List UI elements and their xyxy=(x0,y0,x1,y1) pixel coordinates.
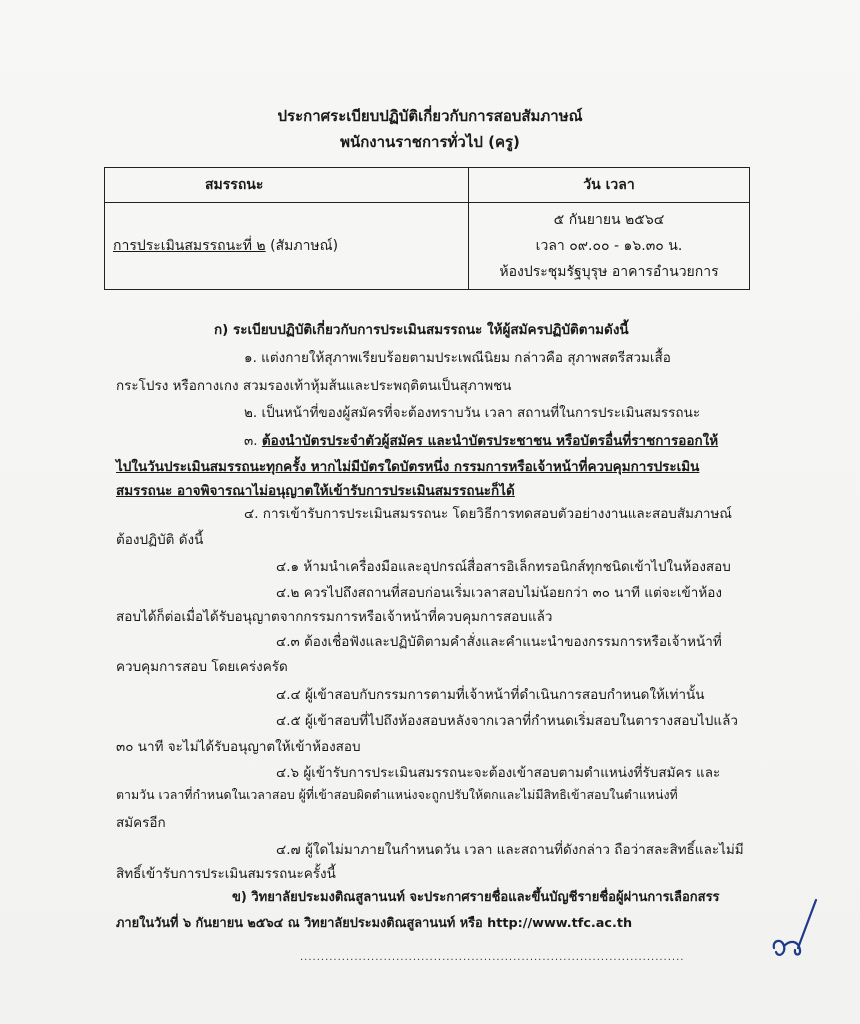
table-row xyxy=(105,203,750,290)
heading-a: ก) ระเบียบปฏิบัติเกี่ยวกับการประเมินสมรรถนะ ให้ผู้สมัครปฏิบัติตามดังนี้ xyxy=(214,322,629,338)
item-3-line1 xyxy=(244,429,718,451)
exam-place: ห้องประชุมรัฐบุรุษ อาคารอำนวยการ xyxy=(499,264,719,280)
doc-title-line1: ประกาศระเบียบปฏิบัติเกี่ยวกับการสอบสัมภาษณ์ xyxy=(277,107,583,125)
exam-date: ๕ กันยายน ๒๕๖๔ xyxy=(553,212,665,228)
item-4-3-line2: ควบคุมการสอบ โดยเคร่งครัด xyxy=(116,659,288,675)
item-4-line1: ๔. การเข้ารับการประเมินสมรรถนะ โดยวิธีการทดสอบตัวอย่างงานและสอบสัมภาษณ์ xyxy=(244,506,732,522)
item-4-line2: ต้องปฏิบัติ ดังนี้ xyxy=(116,532,204,548)
schedule-table xyxy=(104,167,750,290)
header-competency: สมรรถนะ xyxy=(105,168,469,203)
item-4-6-line2: ตามวัน เวลาที่กำหนดในเวลาสอบ ผู้ที่เข้าสอบผิดตำแหน่งจะถูกปรับให้ตกและไม่มีสิทธิเข้าสอบในตำแหน่งที่ xyxy=(116,787,678,802)
exam-time: เวลา ๐๙.๐๐ - ๑๖.๓๐ น. xyxy=(535,238,683,254)
item-4-7-line2: สิทธิ์เข้ารับการประเมินสมรรถนะครั้งนี้ xyxy=(116,866,336,882)
dotted-line: ............................................................................................ xyxy=(300,952,685,963)
item-3-text: ต้องนำบัตรประจำตัวผู้สมัคร และนำบัตรประชาชน หรือบัตรอื่นที่ราชการออกให้ xyxy=(261,433,719,449)
item-4-3-line1: ๔.๓ ต้องเชื่อฟังและปฏิบัติตามคำสั่งและคำแนะนำของกรรมการหรือเจ้าหน้าที่ xyxy=(276,634,722,650)
table-header-row xyxy=(105,168,750,203)
cell-competency xyxy=(105,203,469,290)
item-4-2-line2: สอบได้ก็ต่อเมื่อได้รับอนุญาตจากกรรมการหรือเจ้าหน้าที่ควบคุมการสอบแล้ว xyxy=(116,609,553,625)
cell-datetime xyxy=(469,203,750,290)
signature-mark xyxy=(768,896,820,966)
item-3-line3: สมรรถนะ อาจพิจารณาไม่อนุญาตให้เข้ารับการประเมินสมรรถนะก็ได้ xyxy=(116,483,515,499)
item-4-7-line1: ๔.๗ ผู้ใดไม่มาภายในกำหนดวัน เวลา และสถานที่ดังกล่าว ถือว่าสละสิทธิ์และไม่มี xyxy=(276,842,744,858)
item-4-1: ๔.๑ ห้ามนำเครื่องมือและอุปกรณ์สื่อสารอิเล็กทรอนิกส์ทุกชนิดเข้าไปในห้องสอบ xyxy=(276,559,731,575)
item-1-line2: กระโปรง หรือกางเกง สวมรองเท้าหุ้มส้นและประพฤติตนเป็นสุภาพชน xyxy=(116,378,512,394)
item-4-4: ๔.๔ ผู้เข้าสอบกับกรรมการตามที่เจ้าหน้าที่ดำเนินการสอบกำหนดให้เท่านั้น xyxy=(276,687,705,703)
item-4-6-line3: สมัครอีก xyxy=(116,815,166,831)
item-4-6-line1: ๔.๖ ผู้เข้ารับการประเมินสมรรถนะจะต้องเข้าสอบตามตำแหน่งที่รับสมัคร และ xyxy=(276,765,721,781)
item-3-number: ๓. xyxy=(244,433,258,449)
heading-b-line2: ภายในวันที่ ๖ กันยายน ๒๕๖๔ ณ วิทยาลัยประมงติณสูลานนท์ หรือ http://www.tfc.ac.th xyxy=(116,916,633,931)
header-datetime: วัน เวลา xyxy=(469,168,750,203)
doc-title-line2: พนักงานราชการทั่วไป (ครู) xyxy=(340,133,520,151)
item-2: ๒. เป็นหน้าที่ของผู้สมัครที่จะต้องทราบวัน เวลา สถานที่ในการประเมินสมรรถนะ xyxy=(244,405,701,421)
item-4-5-line1: ๔.๕ ผู้เข้าสอบที่ไปถึงห้องสอบหลังจากเวลาที่กำหนดเริ่มสอบในตารางสอบไปแล้ว xyxy=(276,713,738,729)
item-4-2-line1: ๔.๒ ควรไปถึงสถานที่สอบก่อนเริ่มเวลาสอบไม่น้อยกว่า ๓๐ นาที แต่จะเข้าห้อง xyxy=(276,585,722,601)
item-3-line2: ไปในวันประเมินสมรรถนะทุกครั้ง หากไม่มีบัตรใดบัตรหนึ่ง กรรมการหรือเจ้าหน้าที่ควบคุมการประเมิน xyxy=(116,459,700,475)
item-4-5-line2: ๓๐ นาที จะไม่ได้รับอนุญาตให้เข้าห้องสอบ xyxy=(116,739,361,755)
competency-suffix: (สัมภาษณ์) xyxy=(270,238,339,254)
item-1-line1: ๑. แต่งกายให้สุภาพเรียบร้อยตามประเพณีนิยม กล่าวคือ สุภาพสตรีสวมเสื้อ xyxy=(244,350,671,366)
heading-b-line1: ข) วิทยาลัยประมงติณสูลานนท์ จะประกาศรายชื่อและขึ้นบัญชีรายชื่อผู้ผ่านการเลือกสรร xyxy=(232,890,720,905)
competency-name: การประเมินสมรรถนะที่ ๒ xyxy=(113,238,266,254)
